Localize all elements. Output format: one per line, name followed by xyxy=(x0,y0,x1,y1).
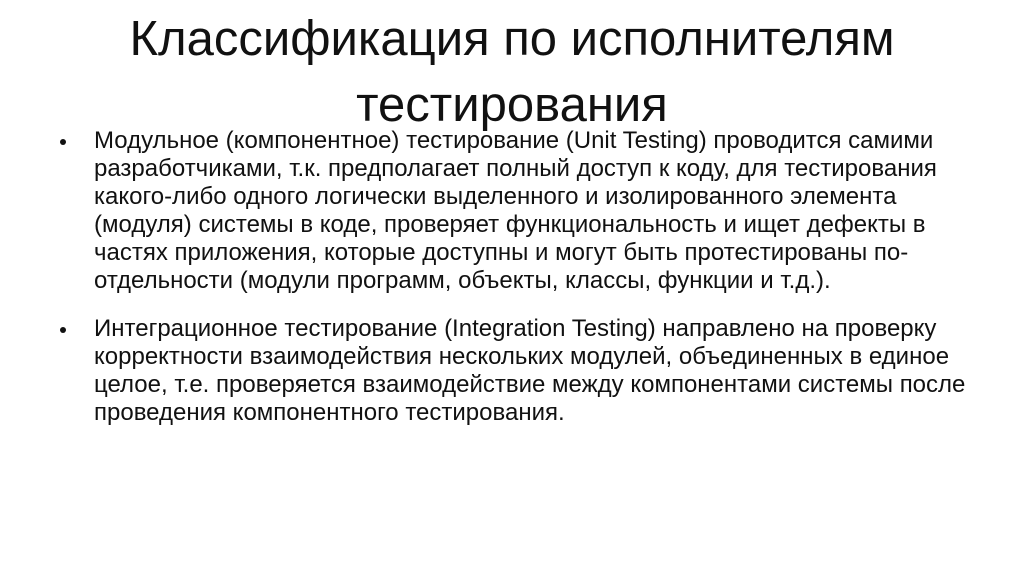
slide-title: Классификация по исполнителям тестирования xyxy=(129,12,895,132)
bullet-item-integration-testing xyxy=(60,315,980,427)
bullet-point-icon xyxy=(60,327,66,333)
bullet-list xyxy=(60,127,980,447)
bullet-text: Модульное (компонентное) тестирование (Unit Testing) проводится самими разработчиками, т.к. предполагает полный доступ к коду, для тестирования какого-либо одного логически выделенного и изолированного элемента (модуля) системы в коде, проверяет функциональность и ищет дефекты в частях приложения, которые доступны и могут быть протестированы по-отдельности (модули программ, объекты, классы, функции и т.д.). xyxy=(94,127,937,294)
bullet-item-unit-testing xyxy=(60,127,980,295)
bullet-text: Интеграционное тестирование (Integration Testing) направлено на проверку корректности взаимодействия нескольких модулей, объединенных в единое целое, т.е. проверяется взаимодействие между компонентами системы после проведения компонентного тестирования. xyxy=(94,315,966,426)
bullet-point-icon xyxy=(60,139,66,145)
